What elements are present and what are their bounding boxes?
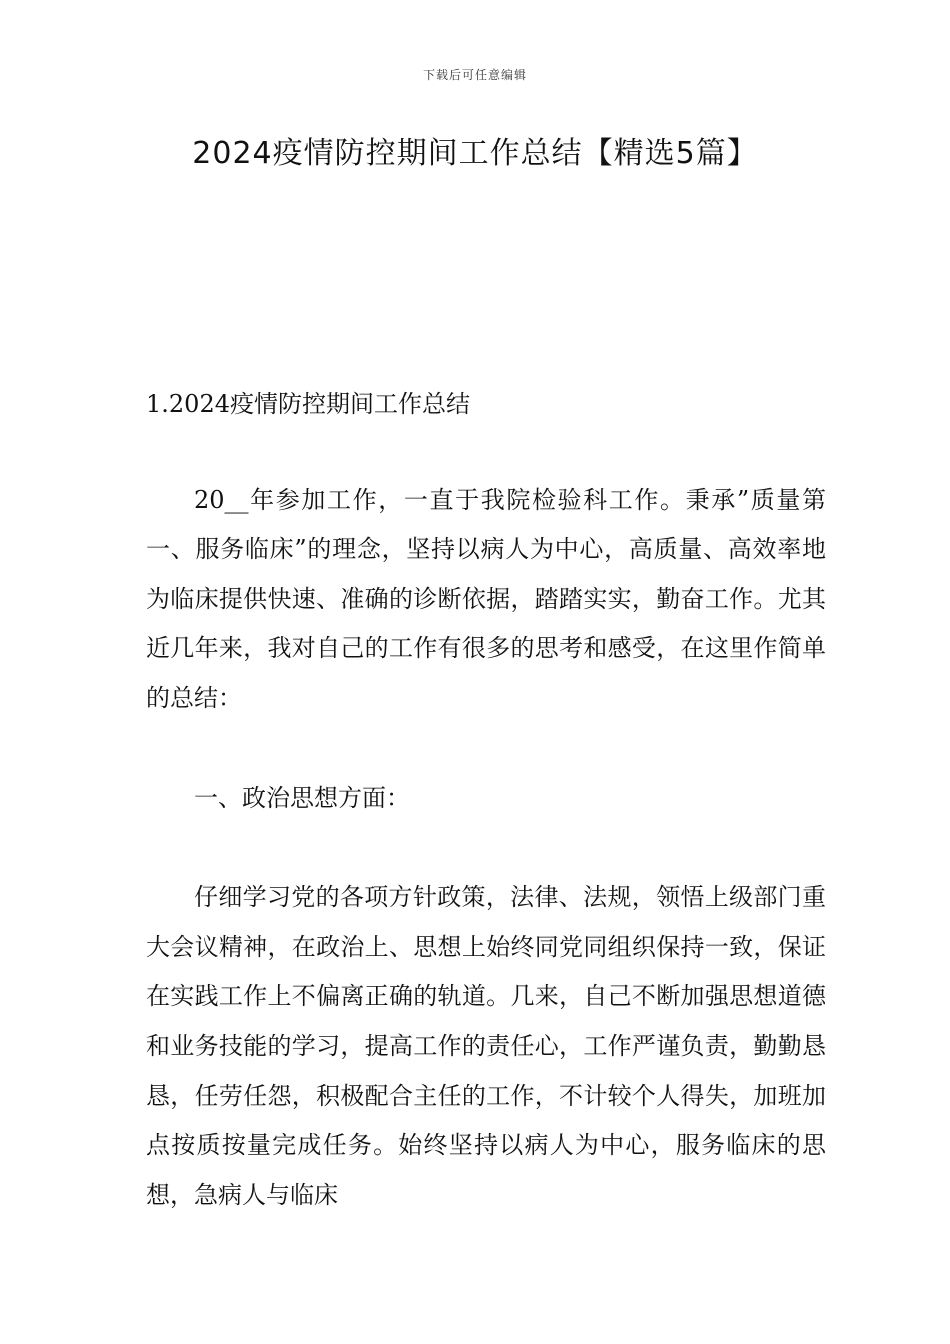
section-heading: 1.2024疫情防控期间工作总结 [146,390,470,418]
header-note: 下载后可任意编辑 [422,68,527,82]
paragraph-intro: 20__年参加工作，一直于我院检验科工作。秉承”质量第一、服务临床”的理念，坚持以病人为中心，高质量、高效率地为临床提供快速、准确的诊断依据，踏踏实实，勤奋工作。尤其近几年来，我对自己的工作有很多的思考和感受，在这里作简单的总结： [146,485,826,712]
document-title: 2024疫情防控期间工作总结【精选5篇】 [192,136,758,171]
subsection-heading: 一、政治思想方面： [194,783,410,812]
paragraph-political: 仔细学习党的各项方针政策，法律、法规，领悟上级部门重大会议精神，在政治上、思想上始终同党同组织保持一致，保证在实践工作上不偏离正确的轨道。几来，自己不断加强思想道德和业务技能的学习，提高工作的责任心，工作严谨负责，勤勤恳恳，任劳任怨，积极配合主任的工作，不计较个人得失，加班加点按质按量完成任务。始终坚持以病人为中心，服务临床的思想，急病人与临床 [146,883,826,1209]
document-body [146,380,826,1220]
